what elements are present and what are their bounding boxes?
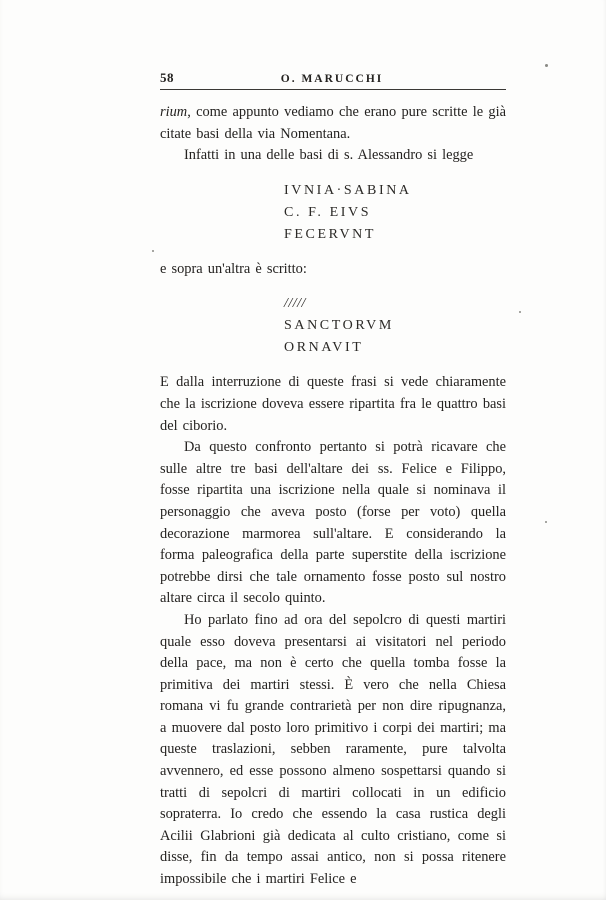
scan-speck — [545, 521, 547, 523]
inscription-line: C. F. EIVS — [284, 204, 372, 220]
running-header-title: O. MARUCCHI — [280, 73, 384, 85]
scan-speck — [519, 311, 521, 313]
italic-lead-word: rium — [160, 104, 188, 120]
header-rule — [160, 89, 506, 90]
body-text — [160, 102, 506, 891]
inscription-line: ORNAVIT — [284, 340, 364, 356]
text-column — [160, 70, 506, 891]
page-number: 58 — [160, 70, 174, 85]
running-header — [160, 70, 506, 86]
inscription-block-2 — [284, 293, 506, 359]
paragraph-continuation — [160, 102, 506, 145]
paragraph: e sopra un'altra è scritto: — [160, 260, 307, 277]
paragraph-text: , come appunto vediamo che erano pure scritte le già citate basi della via Nomentana. — [160, 104, 506, 142]
paragraph: E dalla interruzione di queste frasi si vede chiaramente che la iscrizione doveva essere ripartita fra le quattro basi del ciborio. — [160, 374, 506, 434]
paragraph: Da questo confronto pertanto si potrà ricavare che sulle altre tre basi dell'altare dei ss. Felice e Filippo, fosse ripartita una iscrizione nella quale si nominava il personaggio che aveva posto (forse per voto) quella decorazione marmorea sull'altare. E considerando la forma paleografica della parte superstite della iscrizione potrebbe dirsi che tale ornamento fosse posto sul nostro altare circa il secolo quinto. — [160, 439, 506, 607]
inscription-line: SANCTORVM — [284, 318, 394, 334]
inscription-block-1 — [284, 180, 506, 246]
inscription-hatch-marks: ///// — [284, 296, 306, 312]
scan-speck — [152, 250, 154, 252]
inscription-line: IVNIA·SABINA — [284, 182, 412, 198]
paragraph: Ho parlato fino ad ora del sepolcro di questi martiri quale esso doveva presentarsi ai visitatori nel periodo della pace, ma non è certo che quella tomba fosse la primitiva dei martiri stessi. È vero che nella Chiesa romana vi fu grande contrarietà per non dire ripugnanza, a muovere dal posto loro primitivo i corpi dei martiri; ma queste traslazioni, sebben raramente, pure talvolta avvennero, ed esse possono almeno sospettarsi quando si tratti di sepolcri di martiri collocati in un edificio sopraterra. Io credo che essendo la casa rustica degli Acilii Glabrioni già dedicata al culto cristiano, come si disse, fin da tempo assai antico, non si possa ritenere impossibile che i martiri Felice e — [160, 611, 506, 888]
paragraph: Infatti in una delle basi di s. Alessandro si legge — [184, 147, 474, 164]
scan-speck — [545, 64, 548, 67]
inscription-line: FECERVNT — [284, 226, 377, 242]
